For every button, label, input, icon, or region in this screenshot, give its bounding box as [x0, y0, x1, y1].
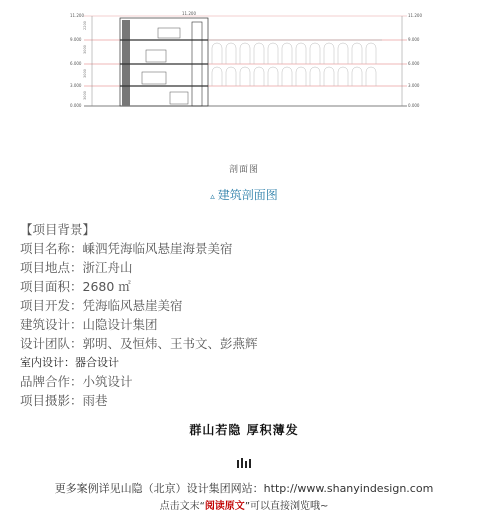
drawing-label: 剖面图 — [228, 165, 259, 175]
caption-text: 建筑剖面图 — [217, 188, 278, 202]
info-line-team: 设计团队：郭明、及恒炜、王书文、彭燕辉 — [20, 336, 258, 351]
read-original-link[interactable]: 阅读原文 — [204, 501, 245, 512]
info-line-interior: 室内设计：器合设计 — [20, 356, 119, 369]
level-mark: 3.000 — [408, 83, 420, 88]
level-mark: 9.000 — [408, 37, 420, 42]
read-original-prefix: 点击文末“ — [159, 501, 205, 512]
info-line-location: 项目地点：浙江舟山 — [20, 260, 133, 275]
info-line-photography: 项目摄影：雨巷 — [20, 393, 108, 408]
level-mark: 0.000 — [408, 103, 420, 108]
level-mark: 9.000 — [70, 37, 82, 42]
info-heading: 【项目背景】 — [20, 222, 96, 237]
level-mark: 6.000 — [70, 61, 82, 66]
read-original-note — [0, 497, 488, 512]
info-line-area: 项目面积：2680 ㎡ — [20, 279, 131, 294]
info-line-brand: 品牌合作：小筑设计 — [20, 374, 133, 389]
dim-mark: 3000 — [83, 45, 87, 54]
level-mark: 0.000 — [70, 103, 82, 108]
logo-icon — [236, 458, 252, 468]
dim-mark: 2200 — [83, 21, 87, 30]
triangle-up-icon: ▵ — [210, 192, 215, 202]
motto: 群山若隐 厚积薄发 — [189, 423, 299, 437]
project-info — [20, 220, 470, 410]
info-line-developer: 项目开发：凭海临风悬崖美宿 — [20, 298, 183, 313]
level-mark: 3.000 — [70, 83, 82, 88]
level-mark: 11.200 — [70, 13, 84, 18]
website-note: 更多案例详见山隐（北京）设计集团网站：http://www.shanyindesign.com — [54, 482, 434, 495]
info-line-name: 项目名称：嵊泗凭海临风悬崖海景美宿 — [20, 241, 233, 256]
top-level-mark: 11.200 — [182, 11, 196, 16]
read-original-suffix: ”可以直接浏览哦~ — [244, 501, 329, 512]
info-line-architect: 建筑设计：山隐设计集团 — [20, 317, 158, 332]
level-mark: 6.000 — [408, 61, 420, 66]
dim-mark: 3000 — [83, 69, 87, 78]
dim-mark: 3000 — [83, 91, 87, 100]
level-mark: 11.200 — [408, 13, 422, 18]
image-caption — [0, 186, 488, 203]
section-drawing — [62, 8, 432, 112]
